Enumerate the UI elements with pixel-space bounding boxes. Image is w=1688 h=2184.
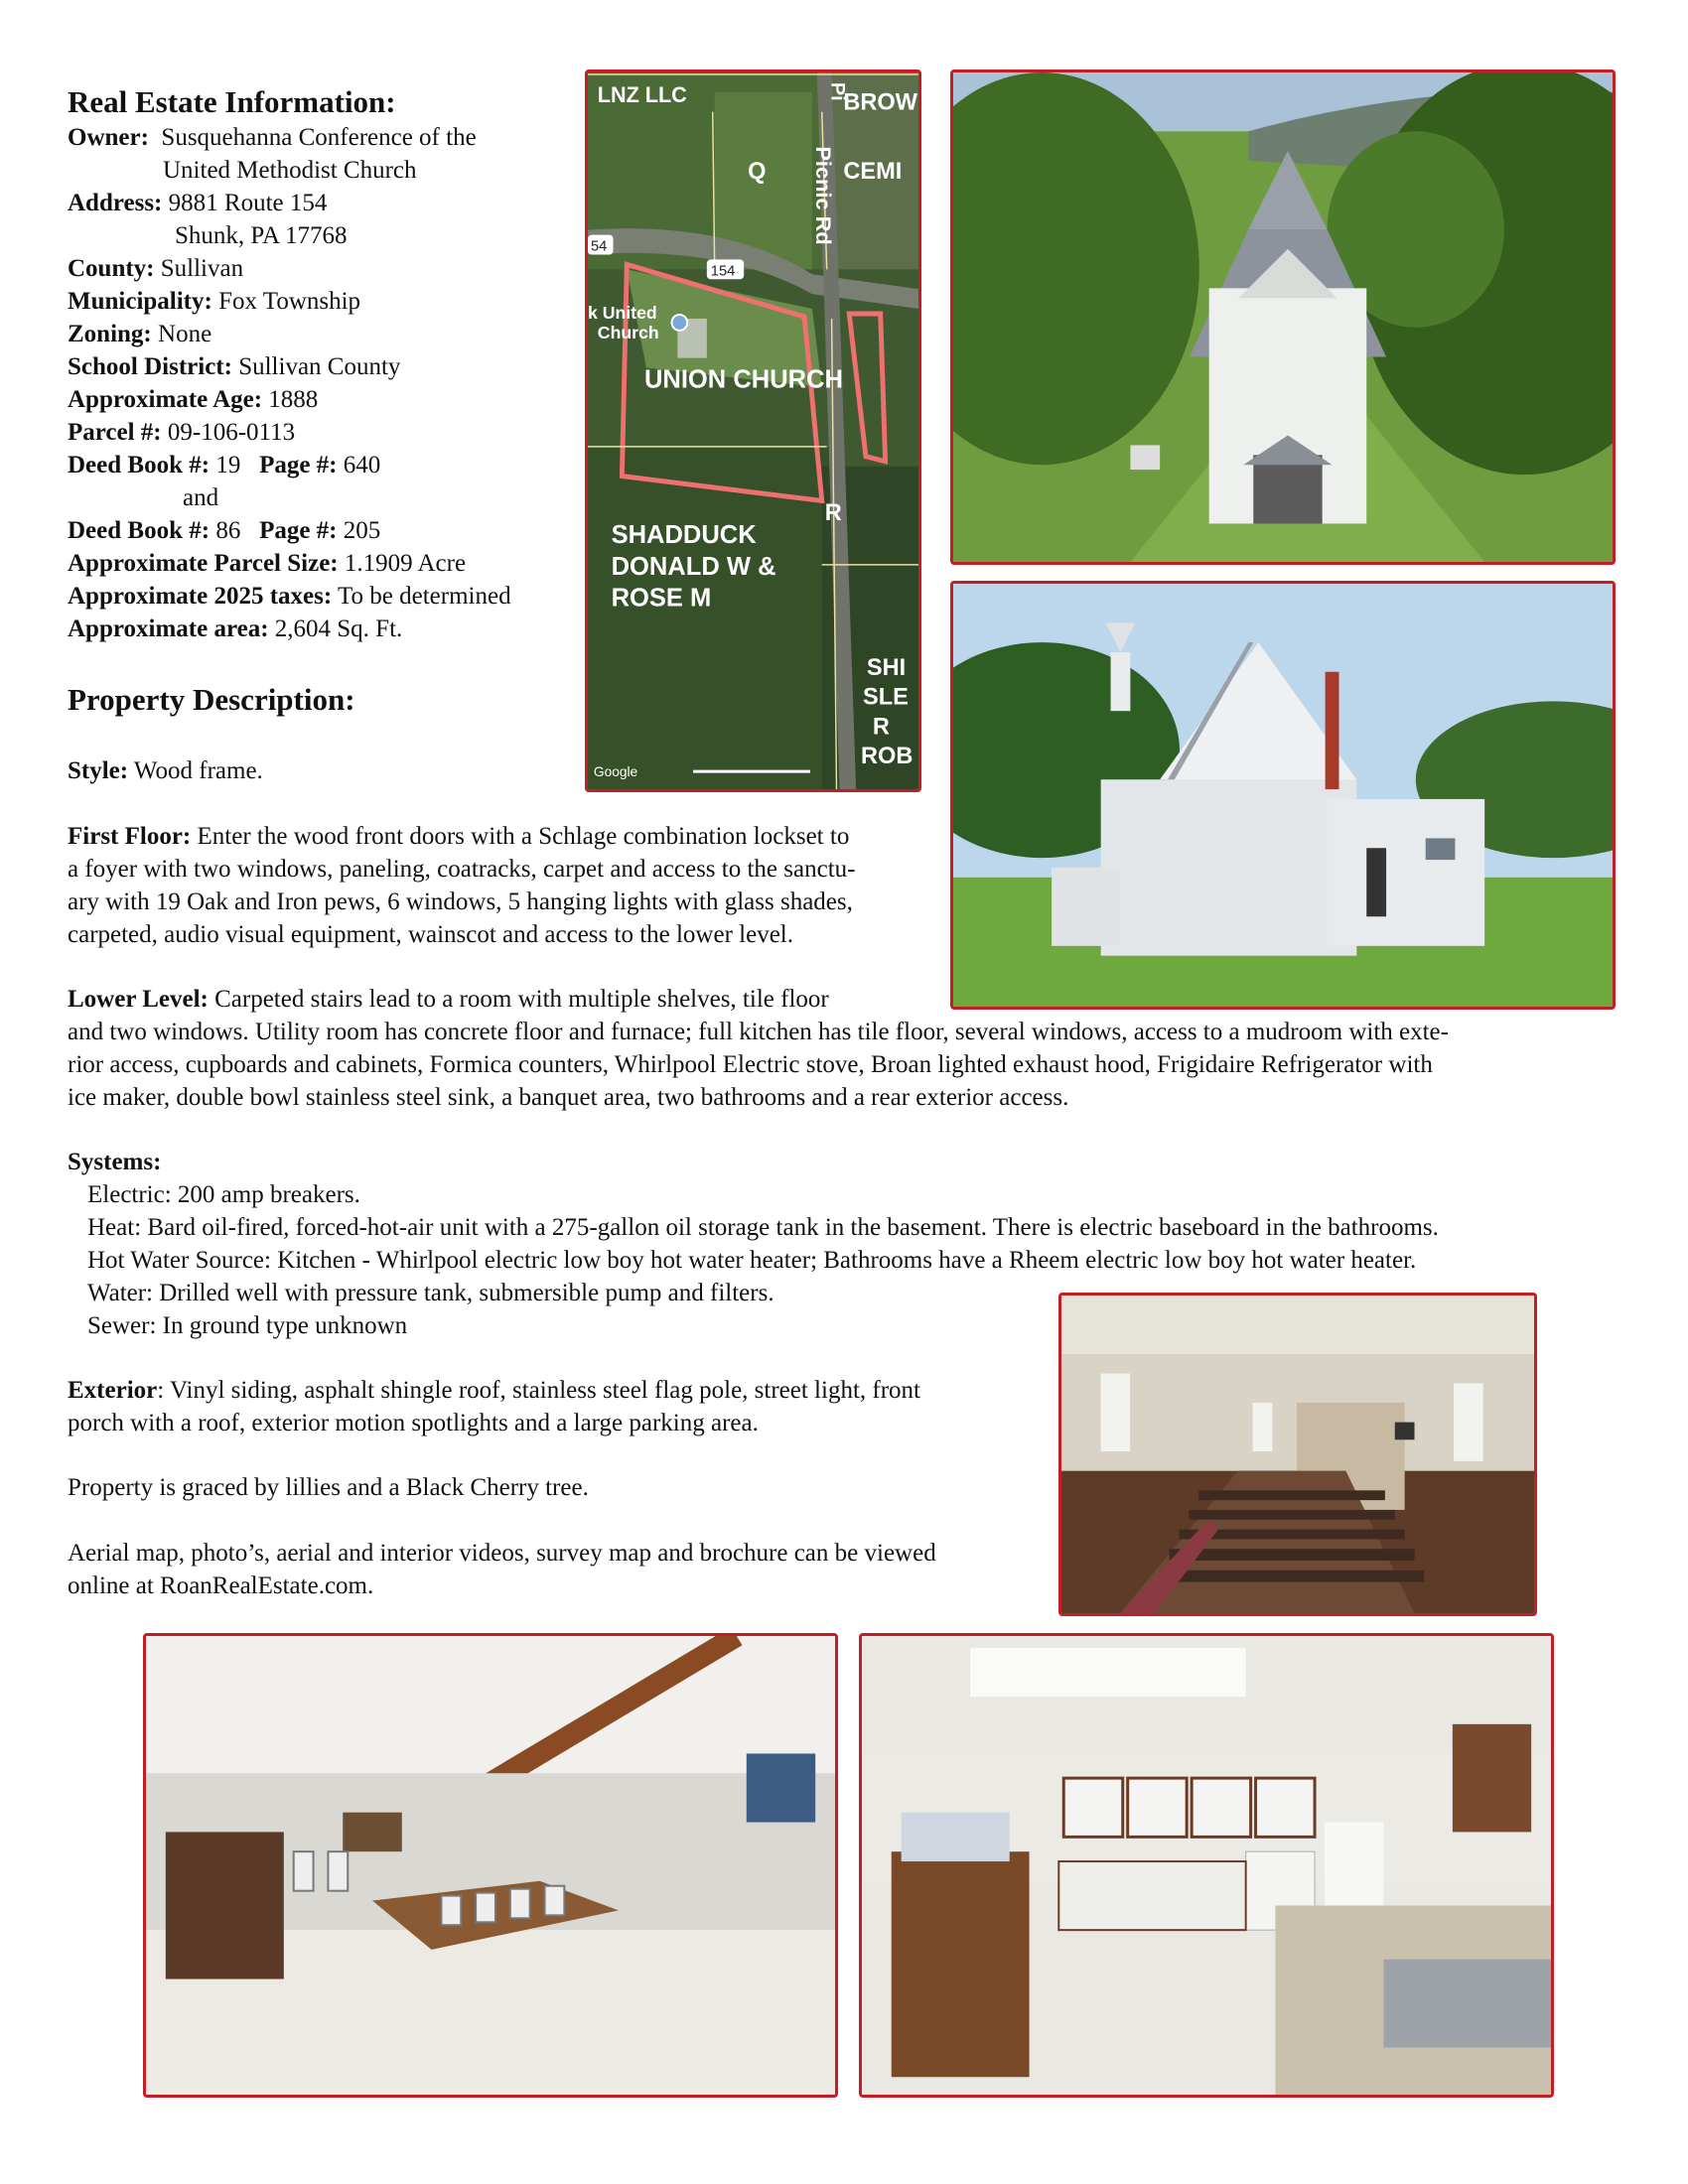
lower-level-line: Carpeted stairs lead to a room with multiple shelves, tile floor: [208, 986, 829, 1013]
first-floor-label: First Floor:: [68, 823, 192, 850]
map-label: R: [824, 500, 842, 527]
graced-text: Property is graced by lillies and a Black Cherry tree.: [68, 1474, 589, 1501]
route-label: 154: [710, 263, 736, 280]
systems-line: Electric: 200 amp breakers.: [87, 1181, 360, 1208]
style-row: Style: Wood frame.: [68, 757, 263, 784]
sanctuary-photo: [1058, 1293, 1537, 1616]
aerial-map: [585, 69, 921, 792]
map-label: CEMI: [843, 159, 903, 186]
map-label: LNZ LLC: [597, 81, 687, 107]
google-logo: Google: [593, 763, 638, 780]
online-line: Aerial map, photo’s, aerial and interior videos, survey map and brochure can be viewed: [68, 1540, 936, 1567]
map-label: BROW: [843, 89, 917, 116]
zoning-row: Zoning: None: [68, 321, 212, 347]
lower-level-label: Lower Level:: [68, 986, 209, 1013]
systems-line: Sewer: In ground type unknown: [87, 1312, 408, 1339]
deed-and: and: [183, 484, 219, 511]
lower-level-line: ice maker, double bowl stainless steel sink, a banquet area, two bathrooms and a rear exterior access.: [68, 1084, 1069, 1111]
first-floor-line: a foyer with two windows, paneling, coatracks, carpet and access to the sanctu-: [68, 856, 856, 883]
area-row: Approximate area: 2,604 Sq. Ft.: [68, 615, 403, 642]
aerial-church-photo: [950, 69, 1616, 565]
map-label: ROB: [861, 744, 914, 770]
address-row: Address: 9881 Route 154: [68, 190, 328, 216]
owner-row-2: United Methodist Church: [163, 157, 417, 184]
real-estate-info: [68, 83, 584, 645]
map-label: SHI: [866, 654, 907, 681]
map-label: SLE: [863, 684, 909, 711]
parcel-size-row: Approximate Parcel Size: 1.1909 Acre: [68, 550, 467, 577]
banquet-room-photo: [143, 1633, 838, 2098]
exterior-line: porch with a roof, exterior motion spotlights and a large parking area.: [68, 1410, 759, 1436]
map-label: UNION CHURCH: [643, 365, 843, 394]
map-label: ROSE M: [611, 584, 712, 613]
map-label: k United: [588, 302, 657, 323]
owner-row: Owner: Susquehanna Conference of the: [68, 124, 477, 151]
map-label: Church: [597, 322, 659, 342]
online-line: online at RoanRealEstate.com.: [68, 1572, 374, 1599]
systems-line: Hot Water Source: Kitchen - Whirlpool electric low boy hot water heater; Bathrooms have a Rheem electric low boy hot water heater.: [87, 1247, 1417, 1274]
map-label: Q: [748, 159, 767, 186]
school-row: School District: Sullivan County: [68, 353, 401, 380]
exterior-label: Exterior: [68, 1377, 158, 1404]
systems-label: Systems:: [68, 1149, 162, 1175]
parcel-row: Parcel #: 09-106-0113: [68, 419, 296, 446]
age-row: Approximate Age: 1888: [68, 386, 319, 413]
church-side-photo: [950, 581, 1616, 1010]
county-row: County: Sullivan: [68, 255, 244, 282]
deed-row-1: Deed Book #: 19 Page #: 640: [68, 452, 381, 478]
real-estate-heading: Real Estate Information:: [68, 84, 396, 119]
address-row-2: Shunk, PA 17768: [175, 222, 348, 249]
map-pin-icon: [671, 315, 687, 331]
systems-line: Water: Drilled well with pressure tank, submersible pump and filters.: [87, 1280, 774, 1306]
map-label: R: [872, 714, 890, 741]
first-floor-line: ary with 19 Oak and Iron pews, 6 windows, 5 hanging lights with glass shades,: [68, 888, 853, 915]
exterior-line: : Vinyl siding, asphalt shingle roof, stainless steel flag pole, street light, front: [157, 1377, 920, 1404]
description-heading: Property Description:: [68, 682, 355, 717]
taxes-row: Approximate 2025 taxes: To be determined: [68, 583, 511, 610]
first-floor-block: [68, 820, 941, 951]
map-label: Pi: [826, 81, 849, 101]
deed-row-2: Deed Book #: 86 Page #: 205: [68, 517, 381, 544]
lower-level-line: and two windows. Utility room has concrete floor and furnace; full kitchen has tile floor, several windows, access to a mudroom with exte-: [68, 1019, 1449, 1045]
road-label: Picnic Rd: [810, 146, 836, 245]
first-floor-line: Enter the wood front doors with a Schlage combination lockset to: [191, 823, 850, 850]
municipality-row: Municipality: Fox Township: [68, 288, 361, 315]
aerial-map-image: [588, 72, 918, 789]
first-floor-line: carpeted, audio visual equipment, wainscot and access to the lower level.: [68, 921, 793, 948]
map-label: DONALD W &: [611, 552, 776, 581]
lower-level-line: rior access, cupboards and cabinets, Formica counters, Whirlpool Electric stove, Broan lighted exhaust hood, Frigidaire Refrigerator with: [68, 1051, 1433, 1078]
route-label: 54: [590, 238, 608, 255]
online-block: [68, 1537, 1041, 1602]
systems-line: Heat: Bard oil-fired, forced-hot-air unit with a 275-gallon oil storage tank in the basement. There is electric baseboard in the bathrooms.: [87, 1214, 1439, 1241]
exterior-block: [68, 1374, 1041, 1439]
map-label: SHADDUCK: [611, 520, 757, 550]
kitchen-photo: [859, 1633, 1554, 2098]
